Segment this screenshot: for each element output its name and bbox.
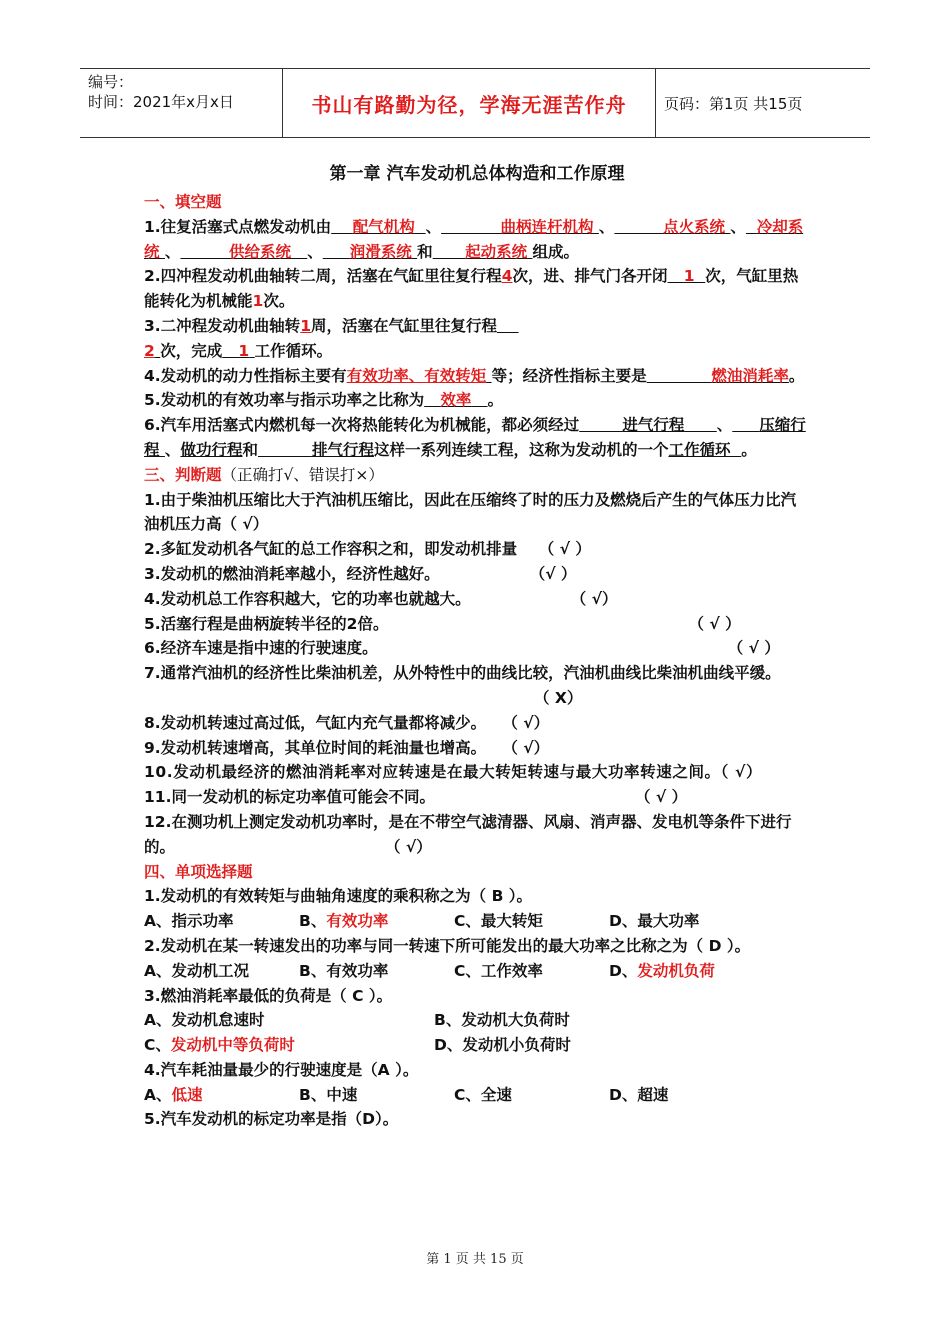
document-body bbox=[144, 158, 810, 1132]
choice-options-1: A、指示功率 B、有效功率 C、最大转矩 D、最大功率 bbox=[144, 912, 700, 931]
judge-list bbox=[144, 488, 810, 860]
fill-question-6: 6.汽车用活塞式内燃机每一次将热能转化为机械能，都必须经过 进气行程 、 压缩行程 、做功行程和 排气行程这样一系列连续工程，这称为发动机的一个工作循环 。 bbox=[144, 416, 806, 459]
serial-label: 编号： bbox=[88, 73, 134, 91]
date-label: 时间：2021年x月x日 bbox=[88, 93, 234, 111]
section-fill-heading: 一、填空题 bbox=[144, 193, 222, 211]
header-left-cell bbox=[88, 72, 234, 112]
choice-options-3b: C、发动机中等负荷时 D、发动机小负荷时 bbox=[144, 1036, 571, 1055]
judge-item: 2.多缸发动机各气缸的总工作容积之和，即发动机排量 （ √ ） bbox=[144, 540, 591, 559]
judge-item: 5.活塞行程是曲柄旋转半径的2倍。 （ √ ） bbox=[144, 614, 741, 633]
judge-item: 1.由于柴油机压缩比大于汽油机压缩比，因此在压缩终了时的压力及燃烧后产生的气体压力比汽油机压力高（ √） bbox=[144, 490, 797, 534]
judge-item: 7.通常汽油机的经济性比柴油机差，从外特性中的曲线比较，汽油机曲线比柴油机曲线平缓。（ X） bbox=[144, 664, 781, 707]
choice-question-3: 3.燃油消耗率最低的负荷是（ C ）。 bbox=[144, 986, 393, 1005]
page-footer: 第 1 页 共 15 页 bbox=[426, 1252, 524, 1267]
page-header bbox=[80, 68, 870, 138]
judge-item: 8.发动机转速过高过低，气缸内充气量都将减少。 （ √） bbox=[144, 713, 550, 732]
judge-item: 10.发动机最经济的燃油消耗率对应转速是在最大转矩转速与最大功率转速之间。（ √） bbox=[144, 763, 763, 782]
choice-options-3a: A、发动机怠速时 B、发动机大负荷时 bbox=[144, 1011, 570, 1030]
header-page-info: 页码：第1页 共15页 bbox=[664, 95, 803, 113]
header-motto: 书山有路勤为径，学海无涯苦作舟 bbox=[282, 69, 656, 137]
chapter-title: 第一章 汽车发动机总体构造和工作原理 bbox=[329, 164, 625, 184]
judge-item: 4.发动机总工作容积越大，它的功率也就越大。 （ √） bbox=[144, 589, 618, 608]
choice-options-2: A、发动机工况 B、有效功率 C、工作效率 D、发动机负荷 bbox=[144, 961, 715, 980]
judge-item: 11.同一发动机的标定功率值可能会不同。 （ √ ） bbox=[144, 788, 688, 807]
fill-question-4: 4.发动机的动力性指标主要有有效功率、有效转矩 等；经济性指标主要是 燃油消耗率。 bbox=[144, 366, 805, 385]
choice-question-4: 4.汽车耗油量最少的行驶速度是（A ）。 bbox=[144, 1060, 419, 1079]
judge-item: 6.经济车速是指中速的行驶速度。 （ √ ） bbox=[144, 639, 780, 658]
section-judge-heading: 三、判断题（正确打√、错误打×） bbox=[144, 465, 384, 484]
choice-question-5: 5.汽车发动机的标定功率是指（D）。 bbox=[144, 1110, 399, 1129]
fill-question-1: 1.往复活塞式点燃发动机由 配气机构 、 曲柄连杆机构 、 点火系统 、 冷却系统 、 供给系统 、 润滑系统 和 起动系统 组成。 bbox=[144, 217, 804, 261]
judge-item: 3.发动机的燃油消耗率越小，经济性越好。 （√ ） bbox=[144, 564, 577, 583]
section-choice-heading: 四、单项选择题 bbox=[144, 862, 253, 881]
fill-question-3: 3.二冲程发动机曲轴转1周，活塞在气缸里往复行程 2 次，完成 1 工作循环。 bbox=[144, 316, 497, 360]
choice-question-1: 1.发动机的有效转矩与曲轴角速度的乘积称之为（ B ）。 bbox=[144, 887, 533, 906]
fill-question-5: 5.发动机的有效功率与指示功率之比称为 效率 。 bbox=[144, 391, 504, 410]
fill-question-2: 2.四冲程发动机曲轴转二周，活塞在气缸里往复行程4次，进、排气门各开闭 1 次，气缸里热能转化为机械能1次。 bbox=[144, 267, 799, 311]
choice-options-4: A、低速 B、中速 C、全速 D、超速 bbox=[144, 1085, 669, 1104]
judge-item: 12.在测功机上测定发动机功率时，是在不带空气滤清器、风扇、消声器、发电机等条件下进行的。 （ √） bbox=[144, 812, 792, 856]
judge-item: 9.发动机转速增高，其单位时间的耗油量也增高。 （ √） bbox=[144, 738, 550, 757]
choice-question-2: 2.发动机在某一转速发出的功率与同一转速下所可能发出的最大功率之比称之为（ D ）。 bbox=[144, 936, 751, 955]
